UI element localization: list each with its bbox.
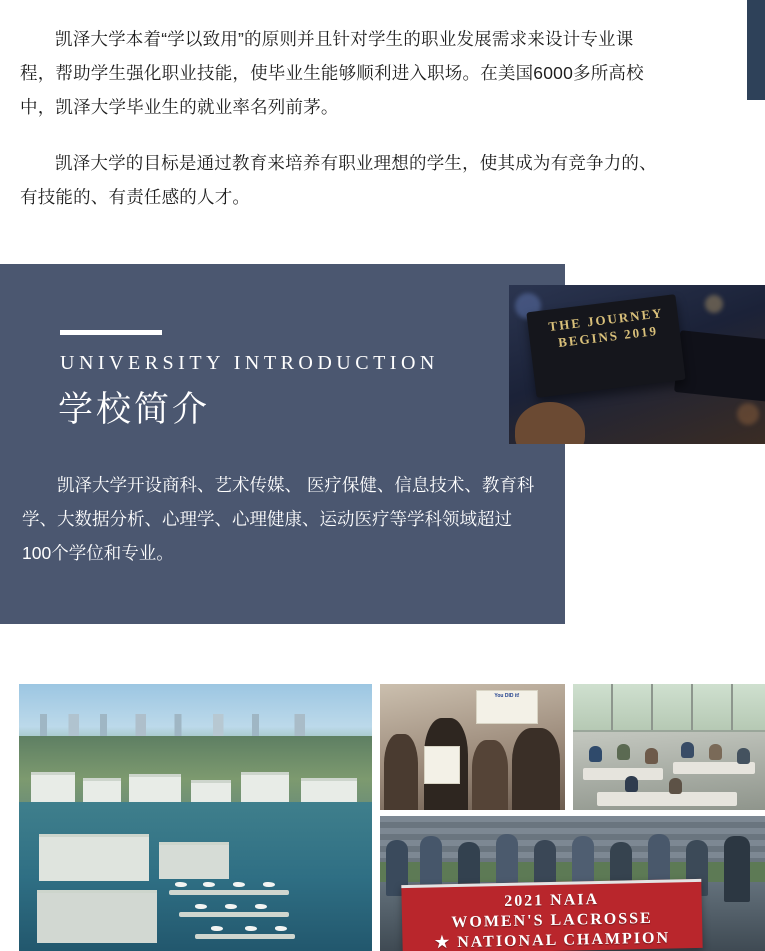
window-mullion: [691, 684, 693, 730]
boat: [203, 882, 215, 887]
seated-student: [709, 744, 722, 760]
student-figure: [384, 734, 418, 810]
coach: [724, 836, 750, 902]
paper-certificate: [424, 746, 460, 784]
seated-student: [589, 746, 602, 762]
city-skyline: [19, 714, 372, 736]
bokeh-light: [737, 403, 759, 425]
boat: [275, 926, 287, 931]
celebration-photo: [380, 684, 565, 810]
celebration-sign: You DID it!: [476, 690, 538, 724]
condo-block: [37, 890, 157, 943]
boat: [211, 926, 223, 931]
waterfront-building: [241, 772, 289, 805]
banner-line-2: WOMEN'S LACROSSE: [451, 909, 653, 932]
window-mullion: [611, 684, 613, 730]
intro-paragraph-2: 凯泽大学的目标是通过教育来培养有职业理想的学生，使其成为有竞争力的、有技能的、有责任感的人才。: [20, 153, 657, 207]
section-title: 学校简介: [58, 390, 211, 429]
top-right-accent-gap: [741, 0, 747, 100]
dock: [195, 934, 295, 939]
seated-student: [669, 778, 682, 794]
boat: [263, 882, 275, 887]
banner-line-3: ★ NATIONAL CHAMPION: [434, 929, 671, 951]
university-introduction-section: [0, 264, 565, 624]
dock: [179, 912, 289, 917]
graduation-photo: [509, 285, 765, 444]
athlete: [496, 834, 518, 890]
waterfront-building: [83, 778, 121, 805]
section-body-text: 凯泽大学开设商科、艺术传媒、 医疗保健、信息技术、教育科学、大数据分析、心理学、心理健康、运动医疗等学科领域超过100个学位和专业。: [22, 475, 535, 563]
window-mullion: [651, 684, 653, 730]
top-right-accent-bar: [747, 0, 765, 100]
dock: [169, 890, 289, 895]
intro-text-block: [0, 22, 700, 236]
boat: [233, 882, 245, 887]
lacrosse-team-photo: [380, 816, 765, 951]
window-wall: [573, 684, 765, 732]
boat: [225, 904, 237, 909]
waterfront-building: [31, 772, 75, 805]
seated-student: [681, 742, 694, 758]
bokeh-light: [705, 295, 723, 313]
waterfront-building: [301, 778, 357, 805]
banner-line-1: 2021 NAIA: [504, 891, 600, 910]
boat: [245, 926, 257, 931]
graduation-cap-text: THE JOURNEY BEGINS 2019: [547, 305, 665, 350]
desk: [583, 768, 663, 780]
marina-aerial-photo: [19, 684, 372, 951]
seated-student: [617, 744, 630, 760]
window-mullion: [731, 684, 733, 730]
seated-student: [625, 776, 638, 792]
intro-paragraph-1: 凯泽大学本着“学以致用”的原则并且针对学生的职业发展需求来设计专业课程，帮助学生强化职业技能，使毕业生能够顺利进入职场。在美国6000多所高校中，凯泽大学毕业生的就业率名列前茅。: [20, 29, 644, 117]
waterfront-building: [129, 774, 181, 805]
graduate-head: [515, 402, 585, 444]
student-figure: [472, 740, 508, 810]
seated-student: [737, 748, 750, 764]
section-rule: [60, 330, 162, 335]
seated-student: [645, 748, 658, 764]
section-eyebrow: UNIVERSITY INTRODUCTION: [60, 352, 439, 374]
student-figure: [512, 728, 560, 810]
boat: [175, 882, 187, 887]
second-graduation-cap: [674, 330, 765, 402]
classroom-photo: [573, 684, 765, 810]
desk: [597, 792, 737, 806]
boat: [195, 904, 207, 909]
championship-banner: [401, 879, 702, 951]
boat: [255, 904, 267, 909]
condo-block: [39, 834, 149, 881]
condo-block: [159, 842, 229, 879]
